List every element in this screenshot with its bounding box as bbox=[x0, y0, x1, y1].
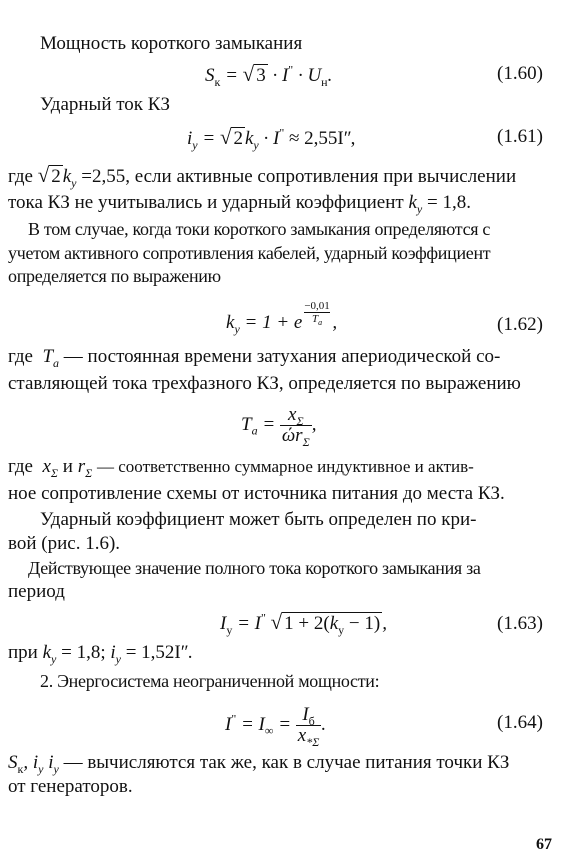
text-line-determined-by-expression: определяется по выражению bbox=[8, 266, 221, 286]
page-number: 67 bbox=[536, 836, 552, 853]
text-line-sk-iy: $S_к$, $i_у$ $i_у$ — вычисляются так же, как в случае питания точки КЗ bbox=[8, 752, 510, 776]
text-line-surge-coefficient-curve: Ударный коэффициент может быть определен по кри- bbox=[40, 509, 477, 530]
exponent-numerator: −0,01 bbox=[304, 300, 330, 312]
equation-number-1-62: (1.62) bbox=[497, 314, 543, 335]
text-line-at-ky: при $k_у = 1,8$; $i_у$ = 1,52Iʺ. bbox=[8, 642, 193, 666]
text-active-resistances: если активные сопротивления при вычислении bbox=[134, 166, 517, 187]
text-line-where-sqrt2ky: где √ 2 $k_у =2,55$, если активные сопротивления при вычислении bbox=[8, 163, 517, 190]
value-1-52: = 1,52Iʺ. bbox=[125, 642, 193, 663]
paragraph-heading-short-circuit-power: Мощность короткого замыкания bbox=[40, 33, 303, 54]
value-1-8: = 1,8. bbox=[426, 192, 471, 213]
text-line-three-phase-component: ставляющей тока трехфазного КЗ, определяется по выражению bbox=[8, 373, 521, 394]
formula-1-61: $i_у$ = √ 2 $k_у \cdot I^"$ ≈ 2,55Iʺ, bbox=[187, 125, 356, 152]
value-1-8-b: = 1,8; bbox=[61, 642, 106, 663]
word-where-3: где bbox=[8, 456, 33, 477]
text-line-fig-1-6: вой (рис. 1.6). bbox=[8, 533, 121, 554]
word-at: при bbox=[8, 642, 38, 663]
text-line-where-x-r: где $x_\Sigma$ и $r_\Sigma$ — соответственно суммарное индуктивное и актив- bbox=[8, 456, 474, 480]
text-line-not-considered: тока КЗ не учитывались и ударный коэффициент $k_у = 1,8$. bbox=[8, 192, 471, 216]
text-respectively-total: — соответственно суммарное индуктивное и актив- bbox=[97, 457, 474, 476]
equation-number-1-61: (1.61) bbox=[497, 126, 543, 147]
equation-number-1-64: (1.64) bbox=[497, 712, 543, 733]
equation-number-1-60: (1.60) bbox=[497, 63, 543, 84]
equation-number-1-63: (1.63) bbox=[497, 613, 543, 634]
text-current-kz-not-considered: тока КЗ не учитывались и ударный коэффициент bbox=[8, 192, 404, 213]
formula-ta: $T_а$ = $\frac{x_\Sigma}{ώr_\Sigma}$ , bbox=[241, 404, 317, 449]
paragraph-heading-surge-current: Ударный ток КЗ bbox=[40, 94, 170, 115]
text-line-infinite-power: 2. Энергосистема неограниченной мощности: bbox=[40, 671, 380, 691]
text-line-where-ta: где $T_а$ — постоянная времени затухания апериодической со- bbox=[8, 346, 501, 370]
text-line-scheme-resistance: ное сопротивление схемы от источника питания до места КЗ. bbox=[8, 483, 505, 504]
text-time-constant: — постоянная времени затухания апериодической со- bbox=[63, 346, 501, 367]
formula-1-62: $k_у = 1 + e$ −0,01 $T_а$ , bbox=[226, 300, 338, 336]
value-2-55: 2,55, bbox=[91, 166, 130, 187]
text-line-period: период bbox=[8, 581, 65, 602]
text-line-in-that-case: В том случае, когда токи короткого замыкания определяются с bbox=[28, 219, 491, 239]
text-line-from-generators: от генераторов. bbox=[8, 776, 133, 797]
formula-1-61-approx: ≈ 2,55Iʺ, bbox=[288, 128, 356, 149]
text-line-active-resistance-cables: учетом активного сопротивления кабелей, ударный коэффициент bbox=[8, 243, 491, 263]
word-where-2: где bbox=[8, 346, 33, 367]
text-line-effective-value: Действующее значение полного тока короткого замыкания за bbox=[28, 558, 481, 578]
formula-1-60: $S_к$ = √ $3 \cdot I^" \cdot U_н$. bbox=[205, 62, 333, 89]
formula-1-63: $I_у = I^"$ √ $1 + 2(k_у - 1)$ , bbox=[220, 610, 387, 637]
text-calculated-same: — вычисляются так же, как в случае питания точки КЗ bbox=[63, 752, 510, 773]
word-where: где bbox=[8, 166, 33, 187]
formula-1-64: $I^" = I_\infty$ = $\frac{I_б}{x_{*\Sigma}}$ . bbox=[225, 704, 327, 749]
omega-r: ώr bbox=[281, 425, 303, 446]
word-and: и bbox=[62, 456, 73, 477]
